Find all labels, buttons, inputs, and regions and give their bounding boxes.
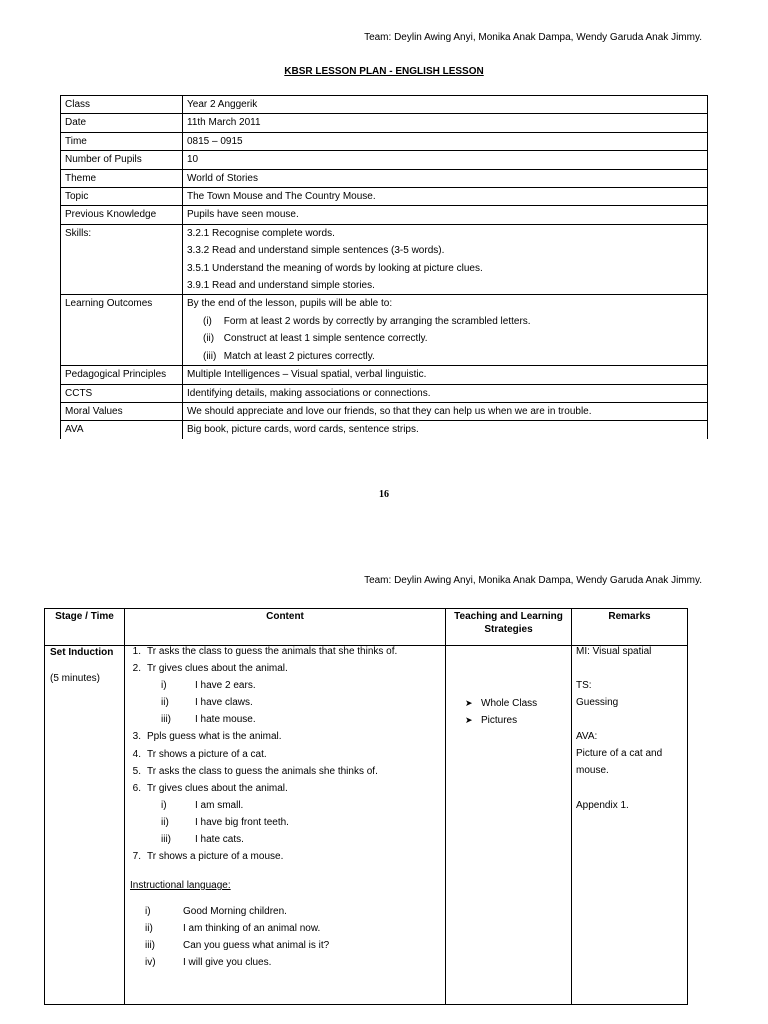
row-value: Pupils have seen mouse. (183, 206, 708, 224)
remark-ava-label: AVA: (576, 731, 598, 743)
row-key: Learning Outcomes (61, 295, 183, 366)
sub-text: I hate cats. (195, 834, 244, 846)
instructional-heading: Instructional language: (130, 880, 231, 891)
sub-text: I have 2 ears. (195, 680, 256, 692)
table-row (61, 132, 708, 150)
stage-name: Set Induction (50, 647, 114, 658)
header-strategies-line1: Teaching and Learning (454, 611, 563, 622)
table-row (61, 151, 708, 169)
page-title: KBSR LESSON PLAN - ENGLISH LESSON (284, 66, 484, 77)
outcome-text: Form at least 2 words by correctly by arranging the scrambled letters. (223, 315, 531, 327)
row-key: Date (61, 114, 183, 132)
content-steps (124, 643, 444, 865)
spacer (576, 711, 686, 728)
skill-item: 3.5.1 Understand the meaning of words by looking at picture clues. (187, 262, 483, 274)
skill-item: 3.9.1 Read and understand simple stories. (187, 280, 375, 292)
table-row (61, 366, 708, 384)
column-divider (571, 609, 572, 1004)
list-item (124, 660, 444, 677)
table-row-skills (61, 224, 708, 295)
step-text: Tr asks the class to guess the animals that she thinks of. (147, 646, 398, 657)
list-item (465, 712, 537, 729)
row-key: Skills: (61, 224, 183, 295)
page-number: 16 (379, 489, 389, 500)
instr-numeral: iii) (145, 940, 155, 952)
header-content: Content (266, 611, 304, 622)
instr-text: Good Morning children. (183, 906, 287, 917)
step-text: Ppls guess what is the animal. (147, 731, 282, 743)
step-text: Tr shows a picture of a mouse. (147, 851, 284, 863)
sub-item (124, 711, 444, 728)
sub-item (124, 814, 444, 831)
step-text: Tr shows a picture of a cat. (147, 748, 267, 760)
instr-text: I will give you clues. (183, 957, 272, 969)
list-item (124, 763, 444, 780)
remark-ts-label: TS: (576, 680, 592, 692)
table-row (61, 169, 708, 187)
sub-text: I hate mouse. (195, 714, 256, 726)
sub-item (124, 831, 444, 848)
table-row (61, 421, 708, 439)
row-key: Number of Pupils (61, 151, 183, 169)
step-text: Tr gives clues about the animal. (147, 663, 288, 675)
sub-item (124, 677, 444, 694)
remark-ts-value: Guessing (576, 697, 619, 709)
instr-text: Can you guess what animal is it? (183, 940, 330, 952)
outcomes-intro: By the end of the lesson, pupils will be able to: (187, 298, 393, 310)
table-row (61, 114, 708, 132)
instr-numeral: iv) (145, 957, 156, 969)
skills-list (183, 224, 708, 295)
table-row (61, 188, 708, 206)
row-key: AVA (61, 421, 183, 439)
step-number: 1. (132, 646, 141, 657)
row-value: The Town Mouse and The Country Mouse. (183, 188, 708, 206)
column-divider (445, 609, 446, 1004)
spacer (576, 780, 686, 797)
remark-ava-line1: Picture of a cat and (576, 748, 663, 760)
list-item (124, 746, 444, 763)
team-line: Team: Deylin Awing Anyi, Monika Anak Dampa, Wendy Garuda Anak Jimmy. (364, 575, 702, 586)
list-item (124, 780, 444, 797)
row-value: 0815 – 0915 (183, 132, 708, 150)
step-number: 4. (132, 748, 141, 760)
row-key: Moral Values (61, 402, 183, 420)
row-key: Topic (61, 188, 183, 206)
strategy-text: Whole Class (481, 698, 538, 709)
arrow-bullet-icon: ➤ (465, 715, 473, 726)
row-key: Pedagogical Principles (61, 366, 183, 384)
remark-appendix: Appendix 1. (576, 799, 629, 811)
step-text: Tr asks the class to guess the animals she thinks of. (147, 765, 378, 777)
row-value: Big book, picture cards, word cards, sentence strips. (183, 421, 708, 439)
header-remarks: Remarks (608, 611, 651, 622)
sub-item (124, 797, 444, 814)
skill-item: 3.2.1 Recognise complete words. (187, 227, 335, 239)
sub-numeral: i) (161, 799, 167, 811)
sub-item (124, 694, 444, 711)
sub-numeral: iii) (161, 834, 171, 846)
sub-text: I have claws. (195, 697, 253, 709)
step-text: Tr gives clues about the animal. (147, 782, 288, 794)
instr-numeral: i) (145, 906, 151, 917)
list-item (145, 903, 329, 920)
step-number: 3. (132, 731, 141, 743)
header-stage-time: Stage / Time (55, 611, 114, 622)
lesson-plan-table (60, 95, 708, 439)
list-item (124, 848, 444, 865)
table-row (61, 384, 708, 402)
outcome-text: Construct at least 1 simple sentence correctly. (223, 333, 428, 345)
remark-ava-line2: mouse. (576, 765, 609, 777)
arrow-bullet-icon: ➤ (465, 698, 473, 708)
row-value: 10 (183, 151, 708, 169)
outcome-number: (iii) (203, 350, 217, 362)
list-item (145, 920, 329, 937)
row-value: World of Stories (183, 169, 708, 187)
row-value: Identifying details, making associations or connections. (183, 384, 708, 402)
row-value: 11th March 2011 (183, 114, 708, 132)
row-key: Theme (61, 169, 183, 187)
sub-numeral: ii) (161, 816, 169, 828)
list-item (124, 643, 444, 660)
remarks-cell (576, 643, 686, 814)
header-strategies-line2: Strategies (484, 624, 533, 635)
header-strategies (446, 609, 571, 636)
table-row (61, 402, 708, 420)
outcome-item (187, 348, 707, 365)
table-row (61, 206, 708, 224)
instr-numeral: ii) (145, 923, 153, 935)
step-number: 5. (132, 765, 141, 777)
list-item (145, 937, 329, 954)
strategy-text: Pictures (481, 715, 518, 727)
sub-text: I have big front teeth. (195, 816, 289, 828)
stage-table (44, 608, 688, 1005)
outcome-item (187, 330, 707, 347)
step-number: 7. (132, 851, 141, 863)
sub-numeral: i) (161, 680, 167, 692)
sub-numeral: iii) (161, 714, 171, 726)
outcomes-list (183, 295, 708, 366)
sub-text: I am small. (195, 799, 244, 811)
outcome-text: Match at least 2 pictures correctly. (223, 350, 375, 362)
outcome-number: (i) (203, 315, 212, 327)
instr-text: I am thinking of an animal now. (183, 923, 321, 935)
team-line: Team: Deylin Awing Anyi, Monika Anak Dampa, Wendy Garuda Anak Jimmy. (364, 32, 702, 43)
step-number: 6. (132, 782, 141, 794)
instructional-list (145, 903, 329, 971)
sub-numeral: ii) (161, 697, 169, 709)
row-value: Year 2 Anggerik (183, 96, 708, 114)
table-row-outcomes (61, 295, 708, 366)
list-item (124, 728, 444, 745)
outcome-item (187, 313, 707, 330)
strategies-list (465, 695, 537, 729)
skill-item: 3.3.2 Read and understand simple sentences (3-5 words). (187, 245, 445, 257)
spacer (576, 660, 686, 677)
row-key: Time (61, 132, 183, 150)
step-number: 2. (132, 663, 141, 675)
remark-mi: MI: Visual spatial (576, 646, 652, 657)
row-value: We should appreciate and love our friends, so that they can help us when we are in trouble. (183, 402, 708, 420)
stage-time: (5 minutes) (50, 673, 101, 684)
list-item (145, 954, 329, 971)
row-key: Class (61, 96, 183, 114)
outcome-number: (ii) (203, 333, 215, 345)
table-row (61, 96, 708, 114)
row-key: Previous Knowledge (61, 206, 183, 224)
list-item (465, 695, 537, 712)
row-value: Multiple Intelligences – Visual spatial, verbal linguistic. (183, 366, 708, 384)
row-key: CCTS (61, 384, 183, 402)
